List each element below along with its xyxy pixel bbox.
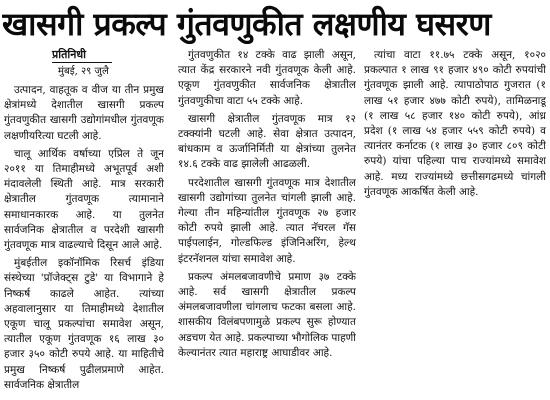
paragraph: मुंबईतील इकॉनॉमिक रिसर्च इंडिया संस्थेच्या 'प्रॉजेक्ट्स टुडे' या विभागाने हे निष्कर्ष काढले आहेत. त्यांच्या अहवालानुसार या तिमाहीमध्ये देशातील एकूण चालू प्रकल्पांचा समावेश असून, त्यातील एकूण गुंतवणूक १६ लाख ३० हजार ३५० कोटी रुपये आहे. या माहितीचे प्रमुख निष्कर्ष पुढीलप्रमाणे आहेत. सार्वजनिक क्षेत्रातील bbox=[4, 257, 164, 391]
paragraph: परदेशातील खासगी गुंतवणूक मात्र देशातील खासगी उद्योगांच्या तुलनेत चांगली झाली आहे. गेल्या तीन महिन्यांतील गुंतवणूक २७ हजार कोटी रुपये झाली आहे. त्यात नॅचरल गॅस पाईपलाईन, गोल्डफिल्ड इंजिनिअरिंग, हेल्थ इंटरनॅशनल यांचा समावेश आहे. bbox=[178, 176, 356, 265]
paragraph: त्यांचा वाटा ११.७५ टक्के असून, १०२० प्रकल्पात १ लाख ९१ हजार ४९० कोटी रुपयांची गुंतवणूक झाली आहे. त्यापाठोपाठ गुजरात (१ लाख ५१ हजार ४७७ कोटी रुपये), तामिळनाडू (१ लाख ५८ हजार १४० कोटी रुपये), आंध्र प्रदेश (१ लाख ५४ हजार ५५९ कोटी रुपये) व त्यानंतर कर्नाटक (१ लाख ३० हजार ८०९ कोटी रुपये) यांचा पहिल्या पाच राज्यांमध्ये समावेश आहे. मध्य राज्यांमध्ये छत्तीसगढमध्ये चांगली गुंतवणूक आकर्षित केली आहे. bbox=[364, 49, 546, 198]
article-column-3 bbox=[364, 48, 546, 398]
paragraph: गुंतवणुकीत १४ टक्के वाढ झाली असून, त्यात केंद्र सरकारने नवी गुंतवणूक केली आहे. एकूण गुंतवणुकीत सार्वजनिक क्षेत्रातील गुंतवणुकीचा वाटा ५५ टक्के आहे. bbox=[178, 49, 356, 107]
byline: प्रतिनिधी bbox=[52, 48, 112, 63]
paragraph: चालू आर्थिक वर्षाच्या एप्रिल ते जून २०११ या तिमाहीमध्ये अभूतपूर्व अशी मंदावलेली स्थिती आहे. मात्र सरकारी क्षेत्रातील गुंतवणूक त्यामानाने समाधानकारक आहे. या तुलनेत सार्वजनिक क्षेत्रातील व परदेशी खासगी गुंतवणूक मात्र वाढल्याचे दिसून आले आहे. bbox=[4, 147, 164, 252]
paragraph: उत्पादन, वाहतूक व वीज या तीन प्रमुख क्षेत्रांमध्ये देशातील खासगी प्रकल्प गुंतवणुकीत खासगी उद्योगांमधील गुंतवणूक लक्षणीयरित्या घटली आहे. bbox=[4, 84, 164, 142]
paragraph: प्रकल्प अंमलबजावणीचे प्रमाण ३७ टक्के आहे. सर्व खासगी क्षेत्रातील प्रकल्प अंमलबजावणीला चांगलाच फटका बसला आहे. शासकीय विलंबपणामुळे प्रकल्प सुरू होण्यात अडचण येत आहे. प्रकल्पाच्या भौगोलिक पाहणी केल्यानंतर त्यात महाराष्ट्र आघाडीवर आहे. bbox=[178, 270, 356, 359]
dateline: मुंबई, २९ जुलै bbox=[58, 66, 109, 77]
paragraph: खासगी क्षेत्रातील गुंतवणूक मात्र १२ टक्क्यांनी घटली आहे. सेवा क्षेत्रात उत्पादन, बांधकाम व ऊर्जानिर्मिती या क्षेत्रांच्या तुलनेत १४.६ टक्के वाढ झालेली आढळली. bbox=[178, 112, 356, 171]
article-column-1 bbox=[4, 48, 164, 398]
article-column-2 bbox=[178, 48, 356, 398]
headline: खासगी प्रकल्प गुंतवणुकीत लक्षणीय घसरण bbox=[2, 5, 491, 43]
